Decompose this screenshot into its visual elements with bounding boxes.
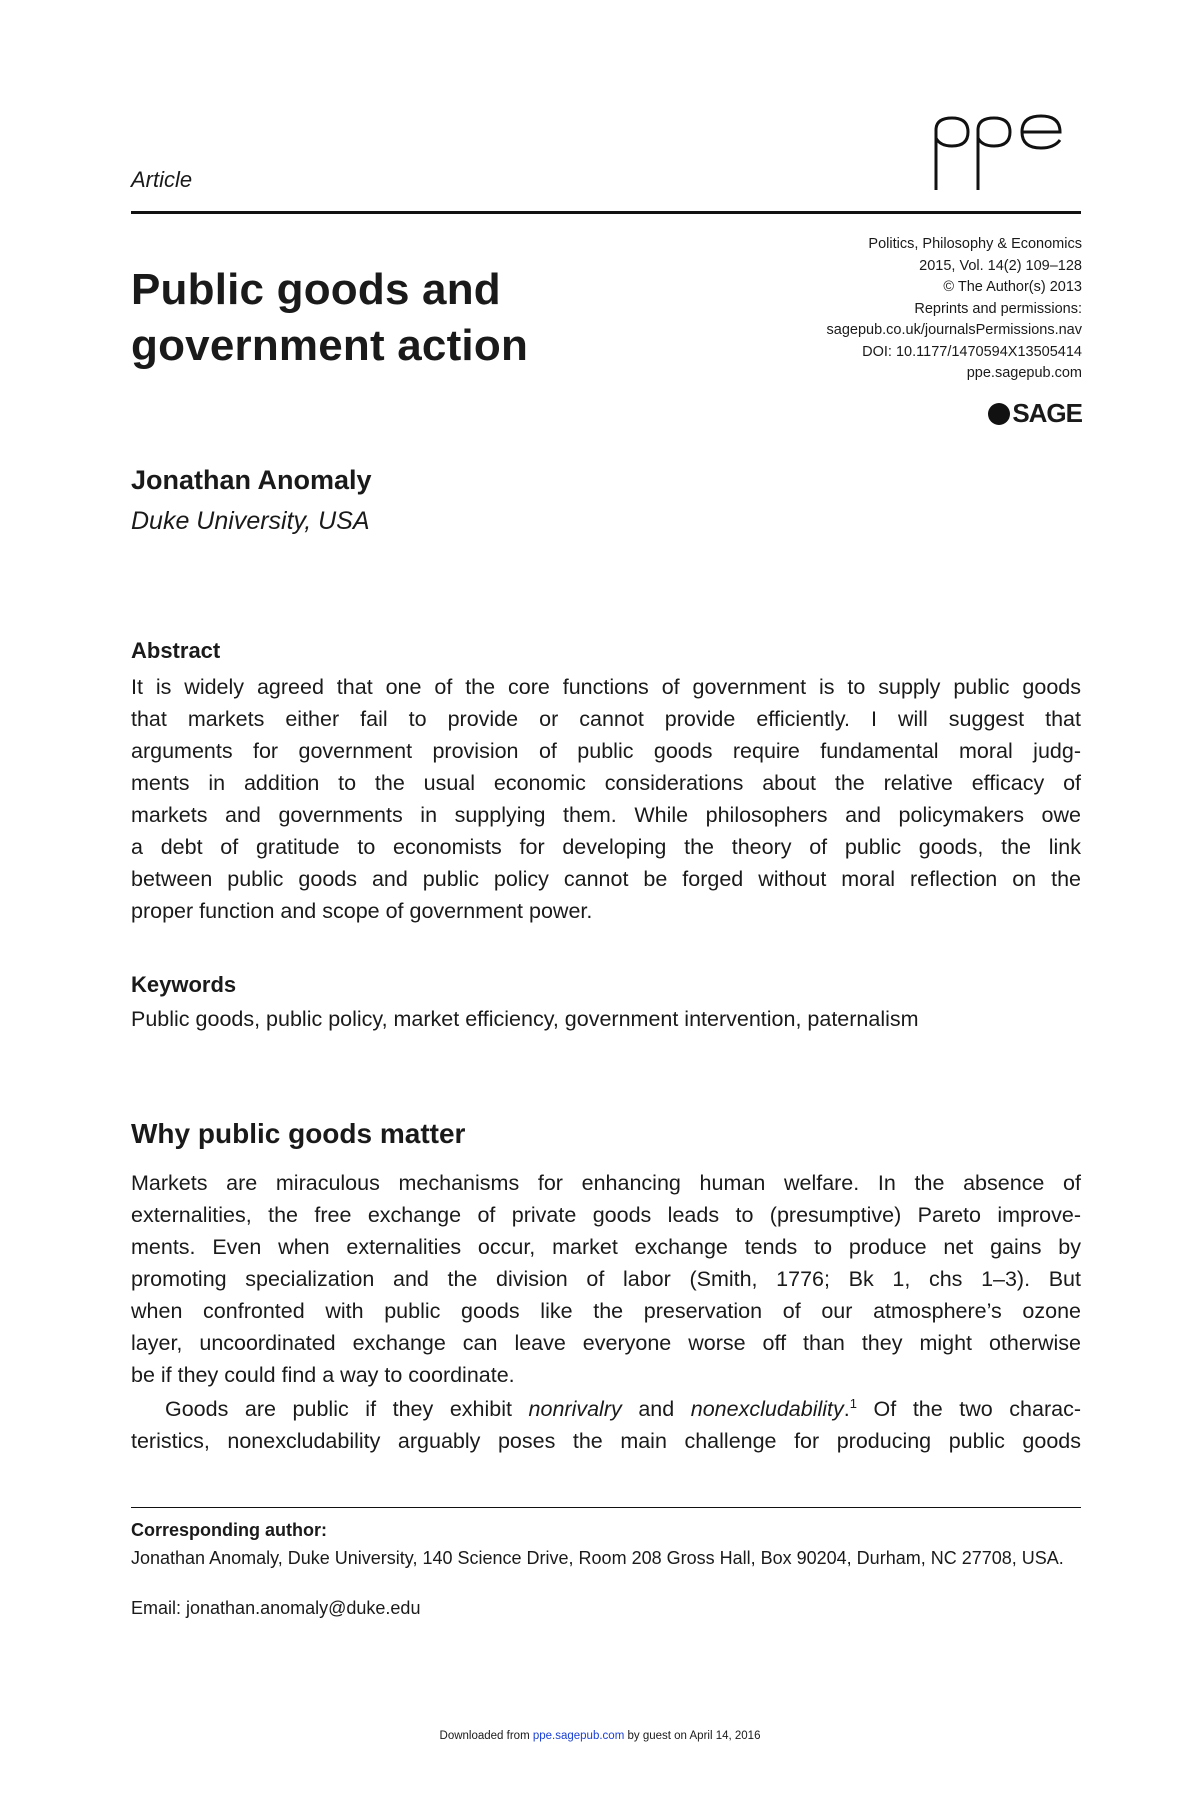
journal-metadata xyxy=(827,234,1083,385)
author-name: Jonathan Anomaly xyxy=(131,465,372,495)
paragraph-line: be if they could find a way to coordinate. xyxy=(131,1363,515,1387)
corresponding-author-heading: Corresponding author: xyxy=(131,1520,327,1540)
download-link[interactable]: ppe.sagepub.com xyxy=(532,1730,625,1742)
term-nonrivalry: nonrivalry xyxy=(528,1397,622,1421)
volume-info: 2015, Vol. 14(2) 109–128 xyxy=(919,257,1082,274)
paragraph-1 xyxy=(131,1167,1081,1391)
abstract-line: between public goods and public policy cannot be forged without moral reflection on the xyxy=(131,867,1081,891)
abstract-line: It is widely agreed that one of the core functions of government is to supply public goods xyxy=(131,675,1081,699)
term-nonexcludability: nonexcludability xyxy=(690,1397,844,1421)
para2-text-post: Of the two charac- xyxy=(856,1397,1081,1421)
title-line-1: Public goods and xyxy=(131,265,501,314)
abstract-line: a debt of gratitude to economists for developing the theory of public goods, the link xyxy=(131,835,1081,859)
ppe-logo-graphic xyxy=(930,112,1080,192)
paragraph-line: promoting specialization and the division of labor (Smith, 1776; Bk 1, chs 1–3). But xyxy=(131,1267,1081,1291)
abstract-line: arguments for government provision of public goods require fundamental moral judg- xyxy=(131,739,1081,763)
paragraph-2 xyxy=(131,1393,1081,1457)
download-suffix: by guest on April 14, 2016 xyxy=(624,1730,761,1742)
journal-logo xyxy=(930,112,1080,192)
doi[interactable]: DOI: 10.1177/1470594X13505414 xyxy=(862,343,1082,360)
copyright: © The Author(s) 2013 xyxy=(943,279,1082,295)
author-affiliation: Duke University, USA xyxy=(131,507,370,535)
journal-name: Politics, Philosophy & Economics xyxy=(868,236,1082,252)
abstract-heading: Abstract xyxy=(131,638,221,663)
paragraph-line: externalities, the free exchange of private goods leads to (presumptive) Pareto improve- xyxy=(131,1203,1081,1227)
keywords-list: Public goods, public policy, market efficiency, government intervention, paternalism xyxy=(131,1007,919,1031)
footnote-divider xyxy=(131,1507,1081,1508)
publisher-logo xyxy=(988,398,1082,429)
download-notice xyxy=(0,1730,1200,1742)
paragraph-line: ments. Even when externalities occur, market exchange tends to produce net gains by xyxy=(131,1235,1081,1259)
paragraph-line: Goods are public if they exhibit nonrivalry and nonexcludability.$^1$ Of the two charac- xyxy=(165,1395,1081,1421)
download-prefix: Downloaded from xyxy=(439,1730,533,1742)
abstract-line: that markets either fail to provide or cannot provide efficiently. I will suggest that xyxy=(131,707,1081,731)
abstract-line: ments in addition to the usual economic considerations about the relative efficacy of xyxy=(131,771,1081,795)
publisher-logo-text: SAGE xyxy=(1012,398,1082,428)
permissions-url[interactable]: sagepub.co.uk/journalsPermissions.nav xyxy=(826,322,1082,338)
paragraph-line: layer, uncoordinated exchange can leave everyone worse off than they might otherwise xyxy=(131,1331,1081,1355)
article-title xyxy=(131,262,528,374)
article-type-label: Article xyxy=(131,167,193,192)
reprints-label: Reprints and permissions: xyxy=(914,300,1082,317)
section-heading: Why public goods matter xyxy=(131,1118,466,1149)
corresponding-author-address: Jonathan Anomaly, Duke University, 140 Science Drive, Room 208 Gross Hall, Box 90204, Durham, NC 27708, USA. xyxy=(131,1548,1064,1568)
sage-disc-icon xyxy=(988,403,1010,425)
para2-text-pre: Goods are public if they exhibit xyxy=(165,1397,529,1421)
abstract-line: proper function and scope of government power. xyxy=(131,899,593,923)
footnote-marker[interactable]: 1 xyxy=(849,1395,857,1411)
paragraph-line: teristics, nonexcludability arguably poses the main challenge for producing public goods xyxy=(131,1429,1081,1453)
para2-text-mid: and xyxy=(621,1397,691,1421)
abstract-body xyxy=(131,671,1081,927)
title-line-2: government action xyxy=(131,321,529,370)
paragraph-line: Markets are miraculous mechanisms for enhancing human welfare. In the absence of xyxy=(131,1171,1081,1195)
abstract-line: markets and governments in supplying them. While philosophers and policymakers owe xyxy=(131,803,1081,827)
journal-site[interactable]: ppe.sagepub.com xyxy=(966,365,1082,381)
paragraph-line: when confronted with public goods like the preservation of our atmosphere’s ozone xyxy=(131,1299,1081,1323)
corresponding-author-email[interactable]: Email: jonathan.anomaly@duke.edu xyxy=(131,1598,421,1618)
keywords-heading: Keywords xyxy=(131,972,237,997)
header-divider xyxy=(131,211,1081,214)
